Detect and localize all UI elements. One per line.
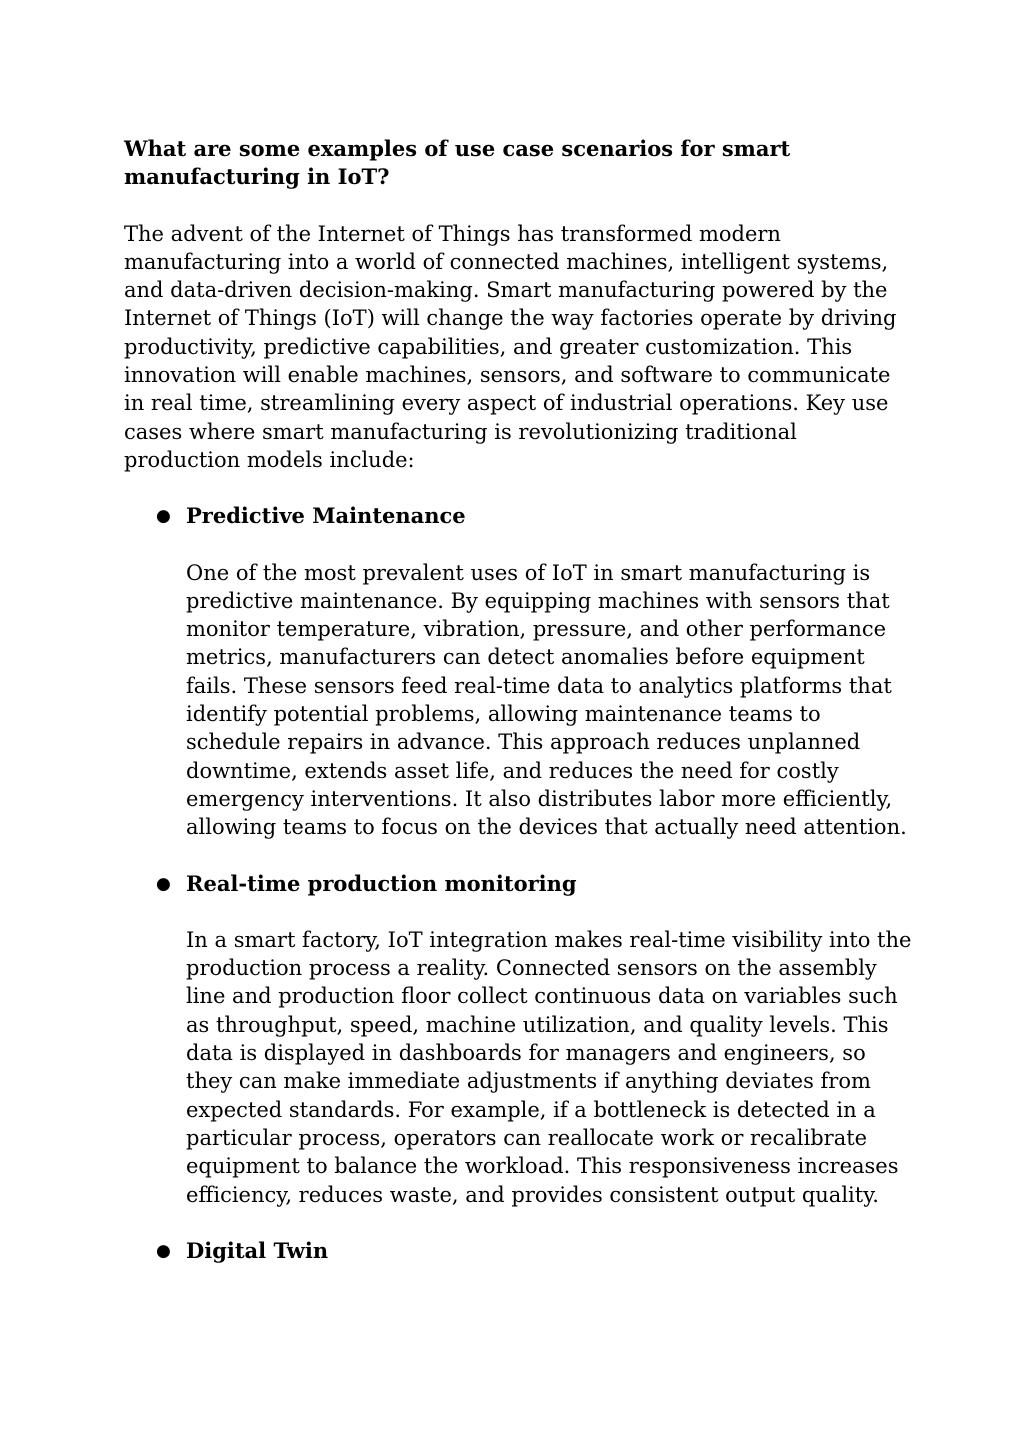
document-title: What are some examples of use case scenarios for smart manufacturing in IoT?	[124, 136, 791, 190]
document-content	[124, 135, 914, 1293]
list-item-digital-twin	[124, 1237, 914, 1265]
section-heading: Digital Twin	[186, 1237, 329, 1263]
list-item-real-time-production-monitoring	[124, 870, 914, 1209]
use-case-list	[124, 502, 914, 1265]
list-item-predictive-maintenance	[124, 502, 914, 841]
section-heading: Real-time production monitoring	[186, 870, 577, 896]
section-body: In a smart factory, IoT integration makes real-time visibility into the production process a reality. Connected sensors on the assembly line and production floor collect continuous data on variables such as throughput, speed, machine utilization, and quality levels. This data is displayed in dashboards for managers and engineers, so they can make immediate adjustments if anything deviates from expected standards. For example, if a bottleneck is detected in a particular process, operators can reallocate work or recalibrate equipment to balance the workload. This responsiveness increases efficiency, reduces waste, and provides consistent output quality.	[186, 927, 912, 1207]
bullet-icon: ●	[156, 873, 171, 894]
bullet-icon: ●	[156, 1240, 171, 1261]
bullet-icon: ●	[156, 506, 171, 527]
section-heading: Predictive Maintenance	[186, 503, 466, 529]
intro-paragraph: The advent of the Internet of Things has transformed modern manufacturing into a world of connected machines, intelligent systems, and data-driven decision-making. Smart manufacturing powered by the Internet of Things (IoT) will change the way factories operate by driving productivity, predictive capabilities, and greater customization. This innovation will enable machines, sensors, and software to communicate in real time, streamlining every aspect of industrial operations. Key use cases where smart manufacturing is revolutionizing traditional production models include:	[124, 221, 897, 472]
section-body: One of the most prevalent uses of IoT in smart manufacturing is predictive maintenance. By equipping machines with sensors that monitor temperature, vibration, pressure, and other performance metrics, manufacturers can detect anomalies before equipment fails. These sensors feed real-time data to analytics platforms that identify potential problems, allowing maintenance teams to schedule repairs in advance. This approach reduces unplanned downtime, extends asset life, and reduces the need for costly emergency interventions. It also distributes labor more efficiently, allowing teams to focus on the devices that actually need attention.	[186, 560, 907, 840]
